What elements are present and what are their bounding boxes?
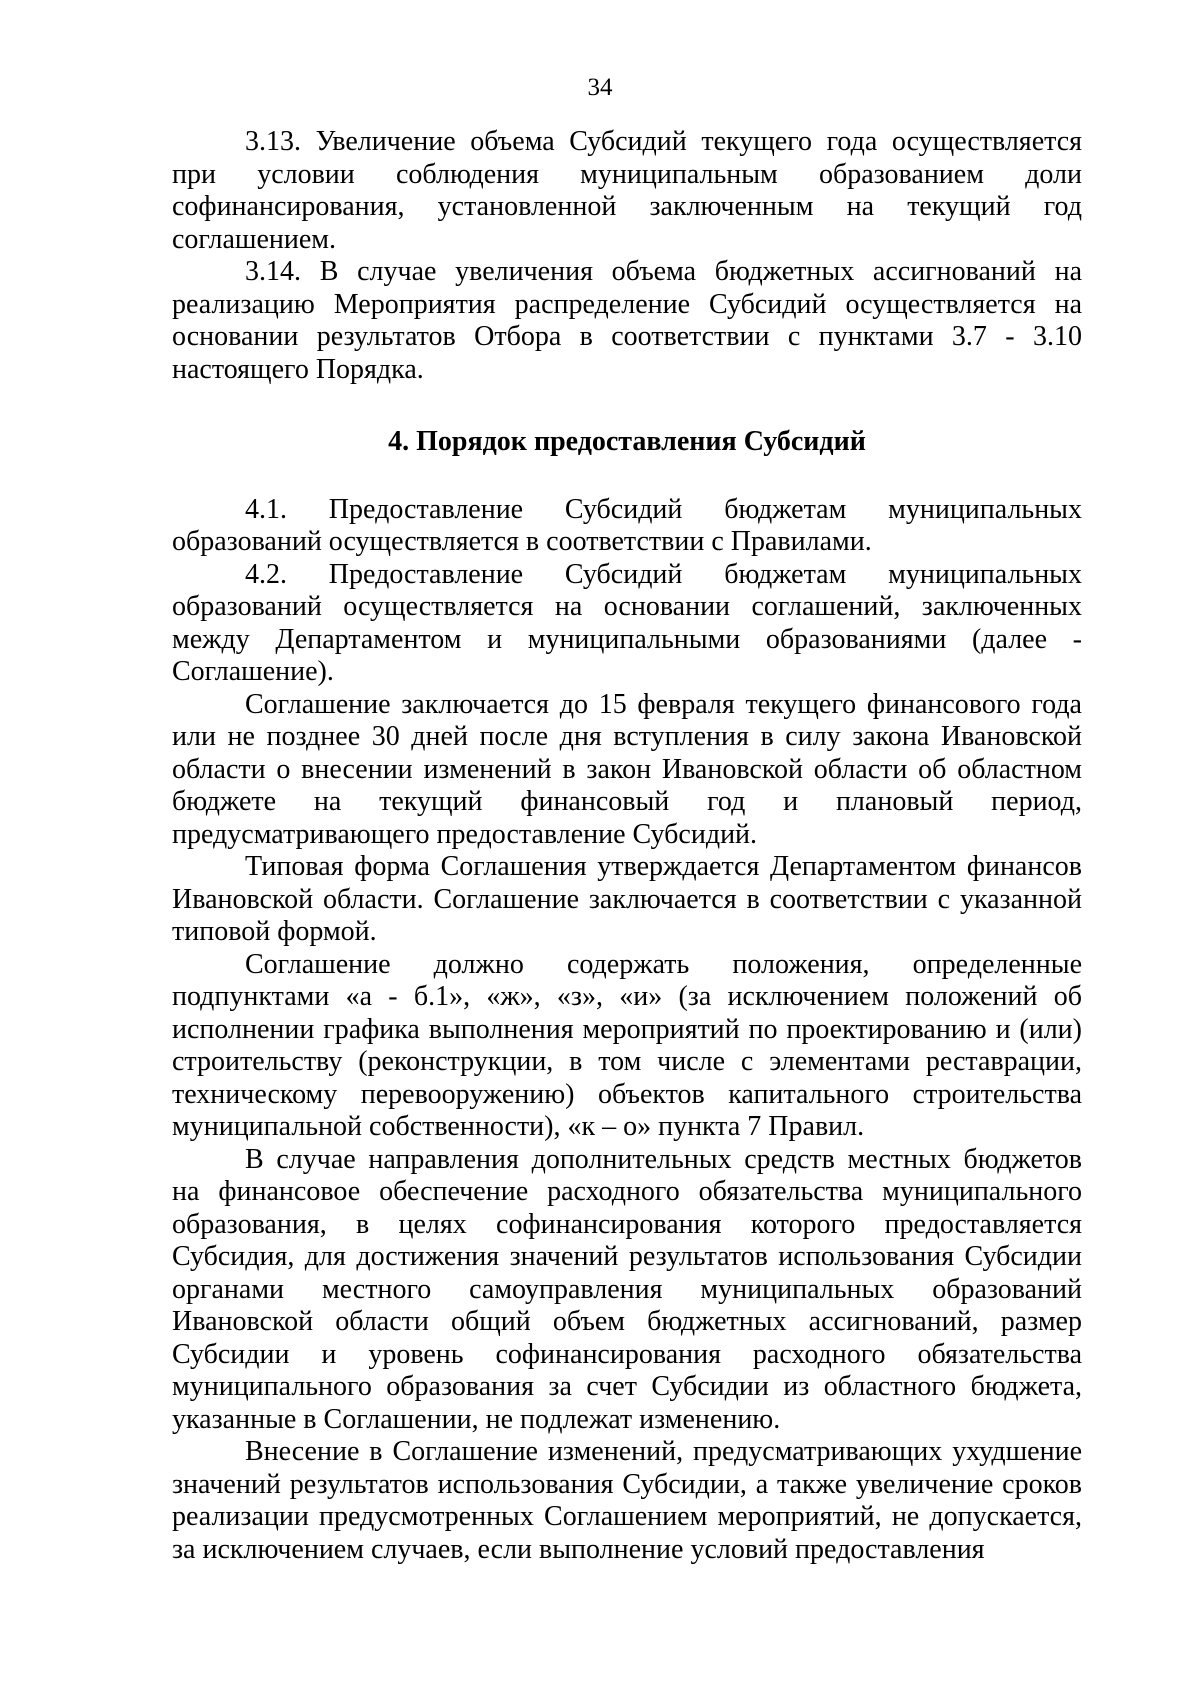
paragraph-additional-funds: В случае направления дополнительных средств местных бюджетов на финансовое обеспечение расходного обязательства муниципального образования, в целях софинансирования которого предоставляется Субсидия, для достижения значений результатов использования Субсидии органами местного самоуправления муниципальных образований Ивановской области общий объем бюджетных ассигнований, размер Субсидии и уровень софинансирования расходного обязательства муниципального образования за счет Субсидии из областного бюджета, указанные в Соглашении, не подлежат изменению. bbox=[172, 1143, 1082, 1435]
document-body bbox=[172, 126, 1082, 1566]
page-number: 34 bbox=[587, 74, 613, 101]
paragraph-3-14: 3.14. В случае увеличения объема бюджетных ассигнований на реализацию Мероприятия распределение Субсидий осуществляется на основании результатов Отбора в соответствии с пунктами 3.7 - 3.10 настоящего Порядка. bbox=[172, 256, 1082, 385]
paragraph-4-1: 4.1. Предоставление Субсидий бюджетам муниципальных образований осуществляется в соответствии с Правилами. bbox=[172, 493, 1082, 557]
paragraph-amendments: Внесение в Соглашение изменений, предусматривающих ухудшение значений результатов использования Субсидии, а также увеличение сроков реализации предусмотренных Соглашением мероприятий, не допускается, за исключением случаев, если выполнение условий предоставления bbox=[172, 1436, 1082, 1565]
paragraph-4-2: 4.2. Предоставление Субсидий бюджетам муниципальных образований осуществляется на основании соглашений, заключенных между Департаментом и муниципальными образованиями (далее - Соглашение). bbox=[172, 558, 1082, 687]
paragraph-standard-form: Типовая форма Соглашения утверждается Департаментом финансов Ивановской области. Соглашение заключается в соответствии с указанной типовой формой. bbox=[172, 851, 1082, 947]
paragraph-agreement-deadline: Соглашение заключается до 15 февраля текущего финансового года или не позднее 30 дней после дня вступления в силу закона Ивановской области о внесении изменений в закон Ивановской области об областном бюджете на текущий финансовый год и плановый период, предусматривающего предоставление Субсидий. bbox=[172, 688, 1082, 850]
section-heading: 4. Порядок предоставления Субсидий bbox=[388, 426, 866, 457]
paragraph-agreement-contents: Соглашение должно содержать положения, определенные подпунктами «а - б.1», «ж», «з», «и» (за исключением положений об исполнении графика выполнения мероприятий по проектированию и (или) строительству (реконструкции, в том числе с элементами реставрации, техническому перевооружению) объектов капитального строительства муниципальной собственности), «к – о» пункта 7 Правил. bbox=[172, 948, 1082, 1142]
paragraph-3-13: 3.13. Увеличение объема Субсидий текущего года осуществляется при условии соблюдения муниципальным образованием доли софинансирования, установленной заключенным на текущий год соглашением. bbox=[172, 126, 1082, 255]
